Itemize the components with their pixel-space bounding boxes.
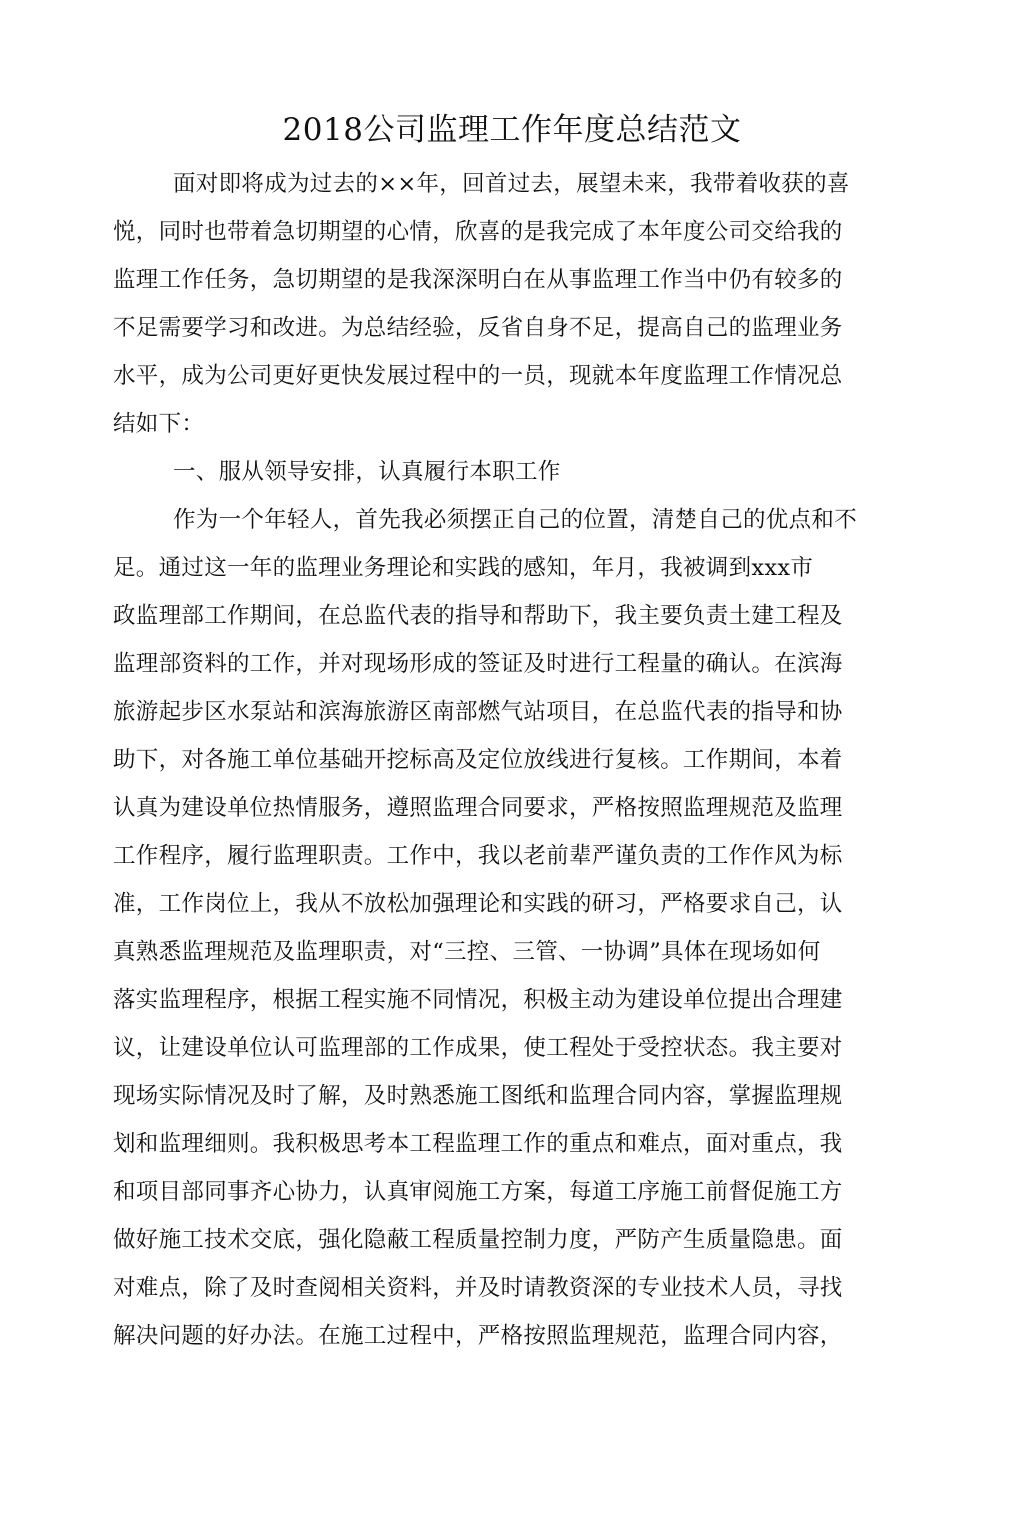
text-line: 结如下： (113, 411, 205, 437)
text-line: 工作程序，履行监理职责。工作中，我以老前辈严谨负责的工作作风为标 (113, 843, 843, 869)
document-body (113, 160, 903, 1360)
text-line: 助下，对各施工单位基础开挖标高及定位放线进行复核。工作期间，本着 (113, 747, 843, 773)
text-line: 监理部资料的工作，并对现场形成的签证及时进行工程量的确认。在滨海 (113, 651, 843, 677)
text-line: 认真为建设单位热情服务，遵照监理合同要求，严格按照监理规范及监理 (113, 795, 843, 821)
text-line: 悦，同时也带着急切期望的心情，欣喜的是我完成了本年度公司交给我的 (113, 219, 843, 245)
text-line: 监理工作任务，急切期望的是我深深明白在从事监理工作当中仍有较多的 (113, 267, 843, 293)
text-line: 做好施工技术交底，强化隐蔽工程质量控制力度，严防产生质量隐患。面 (113, 1227, 843, 1253)
text-line: 面对即将成为过去的××年，回首过去，展望未来，我带着收获的喜 (173, 171, 850, 197)
text-line: 解决问题的好办法。在施工过程中，严格按照监理规范，监理合同内容， (113, 1323, 843, 1349)
text-line: 对难点，除了及时查阅相关资料，并及时请教资深的专业技术人员，寻找 (113, 1275, 843, 1301)
text-line: 准，工作岗位上，我从不放松加强理论和实践的研习，严格要求自己，认 (113, 891, 843, 917)
text-line: 议，让建设单位认可监理部的工作成果，使工程处于受控状态。我主要对 (113, 1035, 843, 1061)
text-line: 足。通过这一年的监理业务理论和实践的感知，年月，我被调到xxx市 (113, 555, 814, 581)
text-line: 现场实际情况及时了解，及时熟悉施工图纸和监理合同内容，掌握监理规 (113, 1083, 843, 1109)
text-line: 一、服从领导安排，认真履行本职工作 (173, 459, 561, 485)
text-line: 真熟悉监理规范及监理职责，对“三控、三管、一协调”具体在现场如何 (113, 939, 821, 965)
text-line: 和项目部同事齐心协力，认真审阅施工方案，每道工序施工前督促施工方 (113, 1179, 843, 1205)
text-line: 作为一个年轻人，首先我必须摆正自己的位置，清楚自己的优点和不 (173, 507, 858, 533)
text-line: 落实监理程序，根据工程实施不同情况，积极主动为建设单位提出合理建 (113, 987, 843, 1013)
text-line: 划和监理细则。我积极思考本工程监理工作的重点和难点，面对重点，我 (113, 1131, 843, 1157)
text-line: 旅游起步区水泵站和滨海旅游区南部燃气站项目，在总监代表的指导和协 (113, 699, 843, 725)
text-line: 政监理部工作期间，在总监代表的指导和帮助下，我主要负责土建工程及 (113, 603, 843, 629)
text-line: 不足需要学习和改进。为总结经验，反省自身不足，提高自己的监理业务 (113, 315, 843, 341)
document-title: 2018公司监理工作年度总结范文 (282, 112, 742, 148)
text-line: 水平，成为公司更好更快发展过程中的一员，现就本年度监理工作情况总 (113, 363, 843, 389)
